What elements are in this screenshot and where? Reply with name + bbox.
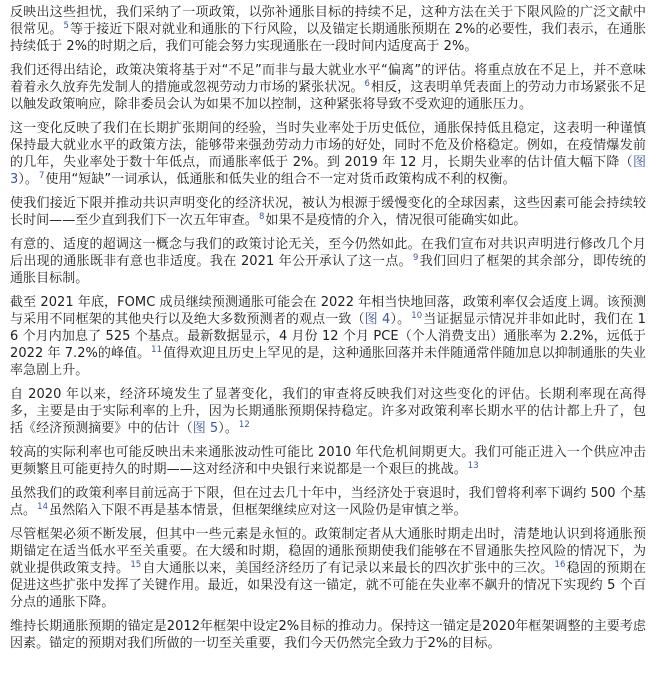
- text-segment: 维持长期通胀预期的锚定是2012年框架中设定2%目标的推动力。保持这一锚定是2020年框架调整的主要考虑因素。锚定的预期对我们所做的一切至关重要，我们今天仍然完全致力于2%的目标。: [10, 619, 646, 651]
- text-segment: 使用“短缺”一词承认，低通胀和低失业的组合不一定对货币政策构成不利的权衡。: [45, 172, 516, 187]
- text-segment: 稳固的预期在促进这些扩张中发挥了关键作用。最近，如果没有这一锚定，就不可能在失业率不飙升的情况下实现约 5 个百分点的通胀下降。: [10, 561, 646, 610]
- text-segment: 反映出这些担忧，我们采纳了一项政策，以弥补通胀目标的持续不足，这种方法在关于下限风险的广泛文献中很常见。: [10, 5, 646, 37]
- footnote-link[interactable]: 6: [364, 78, 371, 89]
- footnote-link[interactable]: 10: [411, 310, 423, 321]
- footnote-link[interactable]: 11: [151, 344, 163, 355]
- text-segment: 相反，这表明单凭表面上的劳动力市场紧张不足以触发政策响应，除非委员会认为如果不加以控制，这种紧张将导致不受欢迎的通胀压力。: [10, 80, 646, 112]
- figure-reference-link[interactable]: 图 4: [364, 312, 391, 327]
- footnote-link[interactable]: 13: [467, 460, 479, 471]
- paragraph: [0, 444, 656, 478]
- text-segment: 我们还得出结论，政策决策将基于对“不足”而非与最大就业水平“偏离”的评估。将重点放在不足上，并不意味着着永久放弃先发制人的措施或忽视劳动力市场的紧张状况。: [10, 63, 646, 95]
- paragraph: [0, 195, 656, 229]
- footnote-link[interactable]: 14: [37, 501, 49, 512]
- footnote-link[interactable]: 12: [238, 419, 250, 430]
- text-segment: 有意的、适度的超调这一概念与我们的政策讨论无关，至今仍然如此。在我们宣布对共识声明进行修改几个月后出现的通胀既非有意也非适度。我在 2021 年公开承认了这一点。: [10, 237, 646, 269]
- footnote-link[interactable]: 9: [413, 252, 419, 263]
- text-segment: 尽管框架必须不断发展，但其中一些元素是永恒的。政策制定者从大通胀时期走出时，清楚地认识到将通胀预期锚定在适当低水平至关重要。在大缓和时期，稳固的通胀预期使我们能够在不冒通胀失控风险的情况下，为就业提供政策支持。: [10, 527, 646, 576]
- figure-reference-link[interactable]: 图 3: [10, 155, 646, 187]
- text-segment: ）。: [390, 312, 411, 327]
- footnote-link[interactable]: 5: [63, 20, 69, 31]
- paragraph: [0, 62, 656, 113]
- text-segment: 等于接近下限对就业和通胀的下行风险，以及锚定长期通胀预期在 2%的必要性，我们表示，在通胀持续低于 2%的时期之后，我们可能会努力实现通胀在一段时间内适度高于 2%。: [10, 22, 646, 54]
- text-segment: 值得欢迎且历史上罕见的是，这种通胀回落并未伴随通常伴随加息以抑制通胀的失业率急剧上升。: [10, 346, 646, 378]
- text-segment: 截至 2021 年底，FOMC 成员继续预测通胀可能会在 2022 年相当快地回落，政策利率仅会适度上调。该预测与采用不同框架的其他央行以及绝大多数预测者的观点一致（: [10, 295, 646, 327]
- text-segment: 较高的实际利率也可能反映出未来通胀波动性可能比 2010 年代危机间期更大。我们可能正进入一个供应冲击更频繁且可能更持久的时期——这对经济和中央银行来说都是一个艰巨的挑战。: [10, 445, 646, 477]
- footnote-link[interactable]: 8: [258, 211, 265, 222]
- footnote-link[interactable]: 7: [38, 170, 45, 181]
- text-segment: 我们回归了框架的其余部分，即传统的通胀目标制。: [10, 254, 647, 286]
- text-segment: 使我们接近下限并推动共识声明变化的经济状况，被认为根源于缓慢变化的全球因素，这些因素可能会持续较长时间——至少直到我们下一次五年审查。: [10, 196, 646, 228]
- text-segment: 当证据显示情况并非如此时，我们在 16 个月内加息了 525 个基点。最新数据显示，4 月份 12 个月 PCE（个人消费支出）通胀率为 2.2%，远低于 2022 年 7.2%的峰值。: [10, 312, 646, 361]
- paragraph: [0, 526, 656, 611]
- text-segment: 虽然我们的政策利率目前远高于下限，但在过去几十年中，当经济处于衰退时，我们曾将利率下调约 500 个基点。: [10, 486, 646, 518]
- paragraph: [0, 485, 656, 519]
- text-segment: 虽然陷入下限不再是基本情景，但框架继续应对这一风险仍是审慎之举。: [49, 503, 467, 518]
- paragraph: [0, 4, 656, 55]
- paragraph: [0, 386, 656, 437]
- paragraph: [0, 236, 656, 287]
- text-segment: ）。: [18, 172, 38, 187]
- footnote-link[interactable]: 16: [554, 559, 566, 570]
- text-segment: 这一变化反映了我们在长期扩张期间的经验，当时失业率处于历史低位，通胀保持低且稳定，这表明一种谨慎保持最大就业水平的政策方法，能够带来强劲劳动力市场的好处，同时不危及价格稳定。例如，在疫情爆发前的几年，失业率处于数十年低点，而通胀率低于 2%。到 2019 年 12 月，长期失业率的估计值大幅下降（: [10, 121, 646, 170]
- footnote-link[interactable]: 15: [130, 559, 142, 570]
- text-segment: 自大通胀以来，美国经济经历了有记录以来最长的四次扩张中的三次。: [142, 561, 554, 576]
- paragraph: [0, 618, 656, 652]
- text-segment: ）。: [218, 421, 238, 436]
- text-segment: 如果不是疫情的介入，情况很可能确实如此。: [265, 213, 527, 228]
- figure-reference-link[interactable]: 图 5: [192, 421, 219, 436]
- paragraph: [0, 294, 656, 379]
- paragraph: [0, 120, 656, 188]
- text-segment: 自 2020 年以来，经济环境发生了显著变化，我们的审查将反映我们对这些变化的评估。长期利率现在高得多，主要是由于实际利率的上升，因为长期通胀预期保持稳定。许多对政策利率长期水平的估计都上升了，包括《经济预测摘要》中的估计（: [10, 387, 646, 436]
